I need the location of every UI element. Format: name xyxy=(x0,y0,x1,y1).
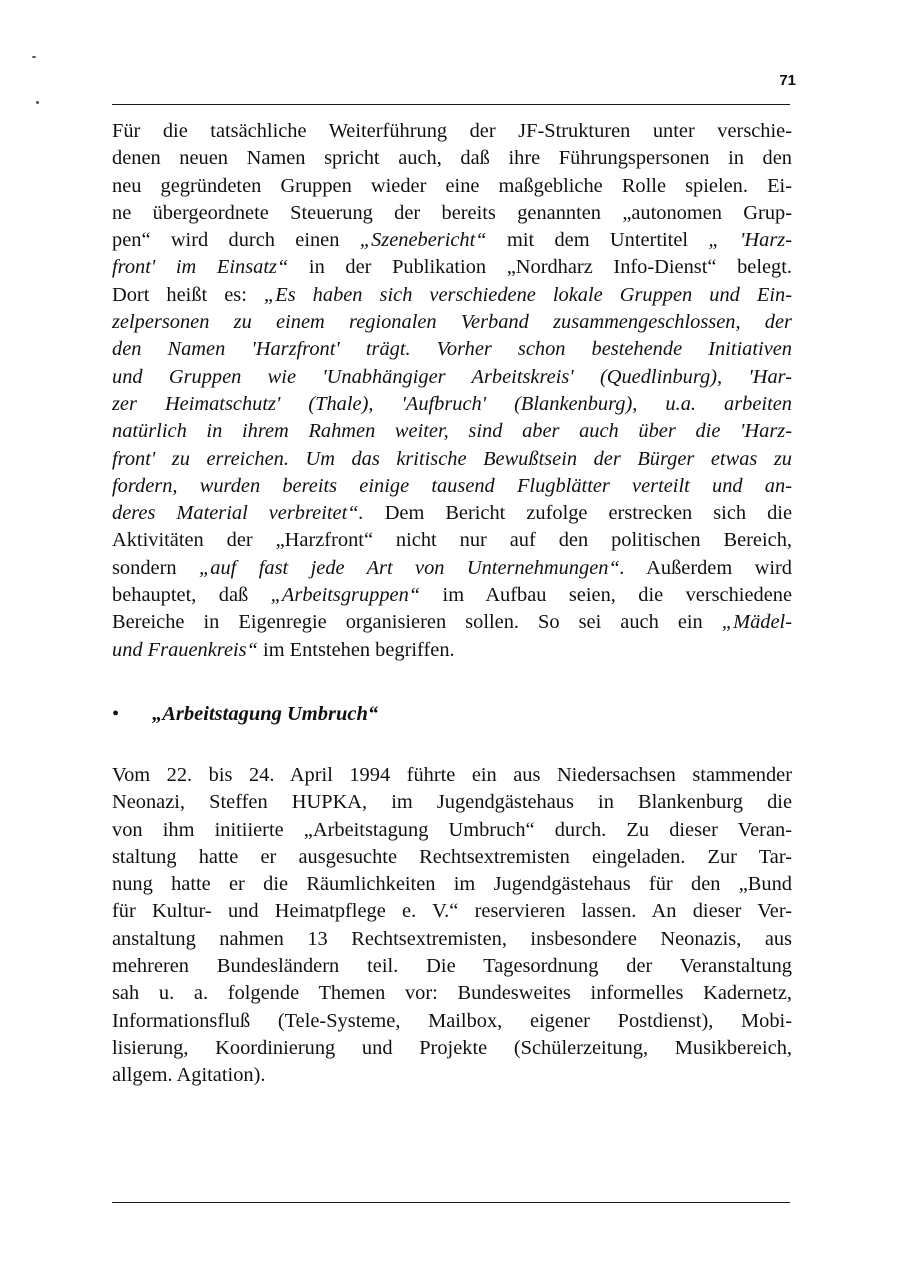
text-line xyxy=(112,609,792,636)
text-line xyxy=(112,1035,792,1062)
paragraph-harzfront xyxy=(112,118,792,664)
footer-rule xyxy=(112,1202,790,1203)
italic-quote: „auf fast jede Art von Unternehmungen“. xyxy=(198,556,625,579)
text-line xyxy=(112,926,792,953)
section-heading-text: „Arbeitstagung Umbruch“ xyxy=(152,703,379,725)
text-run: in der Publikation „Nordharz Info-Dienst“ belegt. xyxy=(288,256,792,279)
italic-quote: „Szenebericht“ xyxy=(359,229,487,252)
text-run: mit dem Untertitel xyxy=(486,229,709,252)
text-run: sah u. a. folgende Themen vor: Bundesweites informelles Kadernetz, xyxy=(112,982,792,1005)
italic-quote: und Frauenkreis“ xyxy=(112,638,258,661)
italic-quote: „ 'Harz- xyxy=(708,229,793,252)
text-run: allgem. Agitation). xyxy=(112,1064,266,1087)
text-line xyxy=(112,200,792,227)
italic-quote: deres Material verbreitet“. xyxy=(112,502,364,525)
italic-quote: natürlich in ihrem Rahmen weiter, sind aber auch über die 'Harz- xyxy=(112,420,792,443)
text-run: Vom 22. bis 24. April 1994 führte ein aus Niedersachsen stammender xyxy=(112,764,792,786)
text-run: ne übergeordnete Steuerung der bereits genannten „autonomen Grup- xyxy=(112,201,792,224)
text-line xyxy=(112,789,792,816)
scan-speck xyxy=(36,101,39,104)
text-line xyxy=(112,1062,792,1089)
text-run: staltung hatte er ausgesuchte Rechtsextremisten eingeladen. Zur Tar- xyxy=(112,845,792,868)
text-run: Außerdem wird xyxy=(624,556,792,579)
text-run: Dort heißt es: xyxy=(112,283,264,306)
text-line xyxy=(112,980,792,1007)
text-line xyxy=(112,118,792,145)
text-line xyxy=(112,282,792,309)
italic-quote: „Arbeitsgruppen“ xyxy=(270,584,421,607)
text-run: nung hatte er die Räumlichkeiten im Jugendgästehaus für den „Bund xyxy=(112,873,792,896)
text-run: Für die tatsächliche Weiterführung der JF-Strukturen unter verschie- xyxy=(112,120,792,142)
text-run: behauptet, daß xyxy=(112,584,271,607)
italic-quote: „Mädel- xyxy=(721,611,792,634)
text-run: Dem Bericht zufolge erstrecken sich die xyxy=(363,502,792,525)
text-run: im Aufbau seien, die verschiedene xyxy=(420,584,792,607)
text-line xyxy=(112,582,792,609)
text-line xyxy=(112,364,792,391)
bullet-icon: • xyxy=(112,703,120,725)
text-line xyxy=(112,844,792,871)
text-run: im Entstehen begriffen. xyxy=(257,638,455,661)
text-run: Neonazi, Steffen HUPKA, im Jugendgästehaus in Blankenburg die xyxy=(112,791,792,814)
italic-quote: fordern, wurden bereits einige tausend Flugblätter verteilt und an- xyxy=(112,474,792,497)
text-run: Informationsfluß (Tele-Systeme, Mailbox, eigener Postdienst), Mobi- xyxy=(112,1009,792,1032)
text-line xyxy=(112,817,792,844)
text-run: Aktivitäten der „Harzfront“ nicht nur auf den politischen Bereich, xyxy=(112,529,792,552)
text-line xyxy=(112,254,792,281)
text-line xyxy=(112,871,792,898)
italic-quote: front' zu erreichen. Um das kritische Bewußtsein der Bürger etwas zu xyxy=(112,447,792,470)
text-line xyxy=(112,336,792,363)
text-line xyxy=(112,555,792,582)
text-run: neu gegründeten Gruppen wieder eine maßgebliche Rolle spielen. Ei- xyxy=(112,174,792,197)
text-line xyxy=(112,1008,792,1035)
text-line xyxy=(112,473,792,500)
text-run: mehreren Bundesländern teil. Die Tagesordnung der Veranstaltung xyxy=(112,955,792,978)
scan-speck xyxy=(32,56,36,58)
text-run: lisierung, Koordinierung und Projekte (Schülerzeitung, Musikbereich, xyxy=(112,1036,792,1059)
text-run: sondern xyxy=(112,556,199,579)
text-line xyxy=(112,762,792,789)
text-line xyxy=(112,527,792,554)
text-line xyxy=(112,309,792,336)
italic-quote: front' im Einsatz“ xyxy=(112,256,289,279)
text-run: denen neuen Namen spricht auch, daß ihre Führungspersonen in den xyxy=(112,147,792,170)
text-run: anstaltung nahmen 13 Rechtsextremisten, insbesondere Neonazis, aus xyxy=(112,927,792,950)
italic-quote: und Gruppen wie 'Unabhängiger Arbeitskreis' (Quedlinburg), 'Har- xyxy=(112,365,792,388)
paragraph-arbeitstagung xyxy=(112,762,792,1090)
text-line xyxy=(112,898,792,925)
text-run: pen“ wird durch einen xyxy=(112,229,360,252)
italic-quote: zelpersonen zu einem regionalen Verband zusammengeschlossen, der xyxy=(112,311,792,334)
text-run: von ihm initiierte „Arbeitstagung Umbruch“ durch. Zu dieser Veran- xyxy=(112,818,792,841)
header-rule xyxy=(112,104,790,105)
text-run: Bereiche in Eigenregie organisieren sollen. So sei auch ein xyxy=(112,611,722,634)
text-line xyxy=(112,173,792,200)
text-run: für Kultur- und Heimatpflege e. V.“ reservieren lassen. An dieser Ver- xyxy=(112,900,792,923)
text-line xyxy=(112,391,792,418)
text-line xyxy=(112,446,792,473)
text-line xyxy=(112,227,792,254)
italic-quote: zer Heimatschutz' (Thale), 'Aufbruch' (Blankenburg), u.a. arbeiten xyxy=(112,392,792,415)
text-line xyxy=(112,500,792,527)
page-number: 71 xyxy=(779,72,796,89)
text-line xyxy=(112,637,792,664)
text-line xyxy=(112,953,792,980)
italic-quote: „Es haben sich verschiedene lokale Gruppen und Ein- xyxy=(263,283,792,306)
text-line xyxy=(112,418,792,445)
italic-quote: den Namen 'Harzfront' trägt. Vorher schon bestehende Initiativen xyxy=(112,338,792,361)
text-line xyxy=(112,145,792,172)
